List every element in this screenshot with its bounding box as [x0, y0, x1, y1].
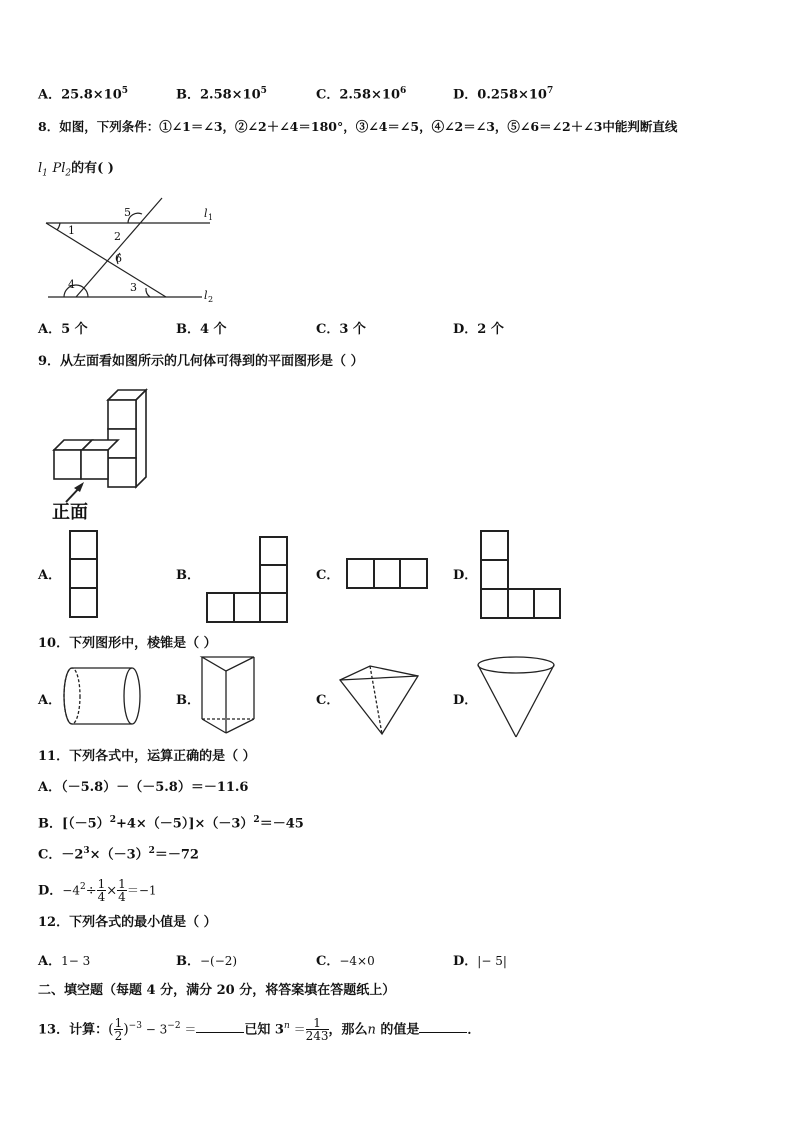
q8-stem-line2: $l_1$ $Pl_2$的有( ) [38, 161, 114, 179]
q12-option-c: C．−4×0 [316, 954, 375, 969]
svg-text:6: 6 [115, 252, 122, 265]
svg-text:2: 2 [114, 230, 121, 243]
q13: 13．计算：( $\frac{1}{2}$ )$^{-3} - 3^{-2}$ ＝ 已知 $3^n$ ＝ $\frac{1}{243}$ ，那么n 的值是 ． [38, 1016, 481, 1044]
q12-option-d: D．|− 5| [453, 954, 507, 969]
q9-option-b-figure [206, 536, 290, 624]
q10-option-b-label: B． [176, 693, 200, 708]
section-2-heading: 二、填空题（每题 4 分，满分 20 分，将答案填在答题纸上） [38, 983, 396, 998]
svg-text:2: 2 [208, 295, 214, 304]
q12-option-a: A．1− 3 [38, 954, 91, 969]
q13-answer-blank-1[interactable] [196, 1020, 244, 1033]
svg-text:3: 3 [130, 281, 137, 294]
svg-text:1: 1 [208, 213, 214, 222]
q9-option-c-figure [346, 558, 430, 590]
q8-option-b: B．4 个 [176, 322, 227, 337]
q7-option-a: A．$25.8\times 10^5$ [38, 86, 129, 103]
q11-option-b: B．$[(-5)^2+4\times(-5)]\times(-3)^2=-45$ [38, 815, 304, 832]
q10-option-c-label: C． [316, 693, 340, 708]
q11-option-c: C．$-2^3\times(-3)^2=-72$ [38, 846, 199, 863]
q10-option-d-label: D． [453, 693, 478, 708]
q9-stem: 9．从左面看如图所示的几何体可得到的平面图形是（ ） [38, 354, 364, 369]
transversal-1 [46, 223, 166, 297]
q10-stem: 10．下列图形中，棱锥是（ ） [38, 636, 217, 651]
svg-text:5: 5 [124, 206, 131, 219]
q8-option-c: C．3 个 [316, 322, 366, 337]
q9-option-a-label: A． [38, 568, 62, 583]
q7-option-d: D．$0.258\times 10^7$ [453, 86, 554, 103]
q12-option-b: B．−(−2) [176, 954, 238, 969]
q9-solid-figure [44, 382, 154, 522]
svg-text:1: 1 [68, 224, 75, 237]
q8-figure [40, 198, 230, 308]
q7-option-b: B．$2.58\times 10^5$ [176, 86, 267, 103]
q9-option-a-figure [69, 530, 99, 618]
svg-text:l: l [204, 207, 208, 220]
q7-option-c: C．$2.58\times 10^6$ [316, 86, 407, 103]
q11-stem: 11．下列各式中，运算正确的是（ ） [38, 749, 256, 764]
front-label: 正面 [52, 502, 88, 523]
q12-stem: 12．下列各式的最小值是（ ） [38, 915, 217, 930]
q11-option-d: D．$-4^2\div$ $\frac{1}{4}$ × $\frac{1}{4}$ ＝−1 [38, 877, 157, 905]
q9-option-d-label: D． [453, 568, 478, 583]
q10-prism-figure [200, 655, 260, 735]
svg-text:l: l [204, 289, 208, 302]
q13-answer-blank-2[interactable] [419, 1020, 467, 1033]
q8-stem: 8．如图，下列条件：①∠1＝∠3，②∠2＋∠4＝180°，③∠4＝∠5，④∠2＝∠3，⑤∠6＝∠2＋∠3中能判断直线 [38, 119, 678, 134]
q10-pyramid-figure [338, 664, 422, 736]
q8-option-d: D．2 个 [453, 322, 504, 337]
q9-option-c-label: C． [316, 568, 340, 583]
q10-option-a-label: A． [38, 693, 62, 708]
q9-option-d-figure [480, 530, 564, 622]
q10-cylinder-figure [62, 664, 146, 730]
q9-option-b-label: B． [176, 568, 200, 583]
transversal-2 [76, 198, 162, 297]
q11-option-a: A．（－5.8）－（－5.8）＝－11.6 [38, 780, 249, 795]
q10-cone-figure [476, 655, 560, 739]
svg-text:4: 4 [68, 278, 75, 291]
q8-option-a: A．5 个 [38, 322, 88, 337]
